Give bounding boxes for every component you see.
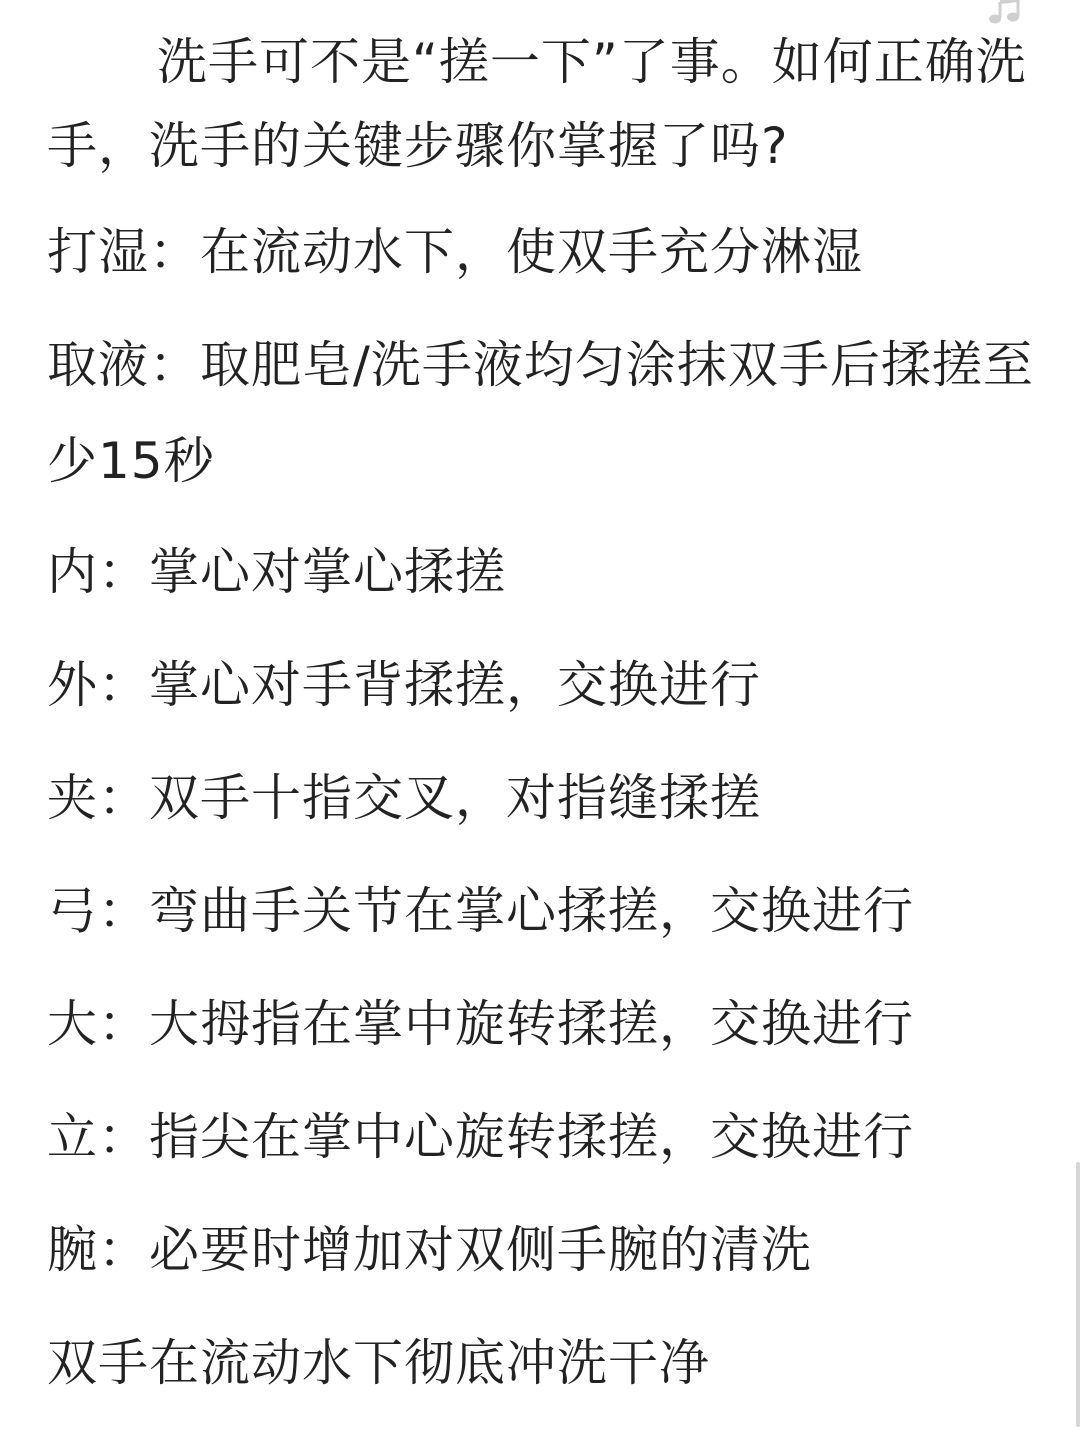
step-rinse: 双手在流动水下彻底冲洗干净 <box>47 1334 710 1392</box>
step-fingertips: 立：指尖在掌中心旋转揉搓，交换进行 <box>47 1108 914 1166</box>
step-thumb: 大：大拇指在掌中旋转揉搓，交换进行 <box>47 995 914 1053</box>
step-wet: 打湿：在流动水下，使双手充分淋湿 <box>47 223 863 281</box>
intro-paragraph: 洗手可不是“搓一下”了事。如何正确洗手，洗手的关键步骤你掌握了吗? <box>47 33 1027 175</box>
step-wrist: 腕：必要时增加对双侧手腕的清洗 <box>47 1221 812 1279</box>
scrollbar[interactable] <box>1076 1162 1080 1427</box>
step-knuckles: 弓：弯曲手关节在掌心揉搓，交换进行 <box>47 882 914 940</box>
step-fingers: 夹：双手十指交叉，对指缝揉搓 <box>47 769 761 827</box>
step-soap: 取液：取肥皂/洗手液均匀涂抹双手后揉搓至少15秒 <box>47 336 1034 490</box>
step-palm: 内：掌心对掌心揉搓 <box>47 543 506 601</box>
article-content <box>47 20 1037 1434</box>
step-back: 外：掌心对手背揉搓，交换进行 <box>47 656 761 714</box>
